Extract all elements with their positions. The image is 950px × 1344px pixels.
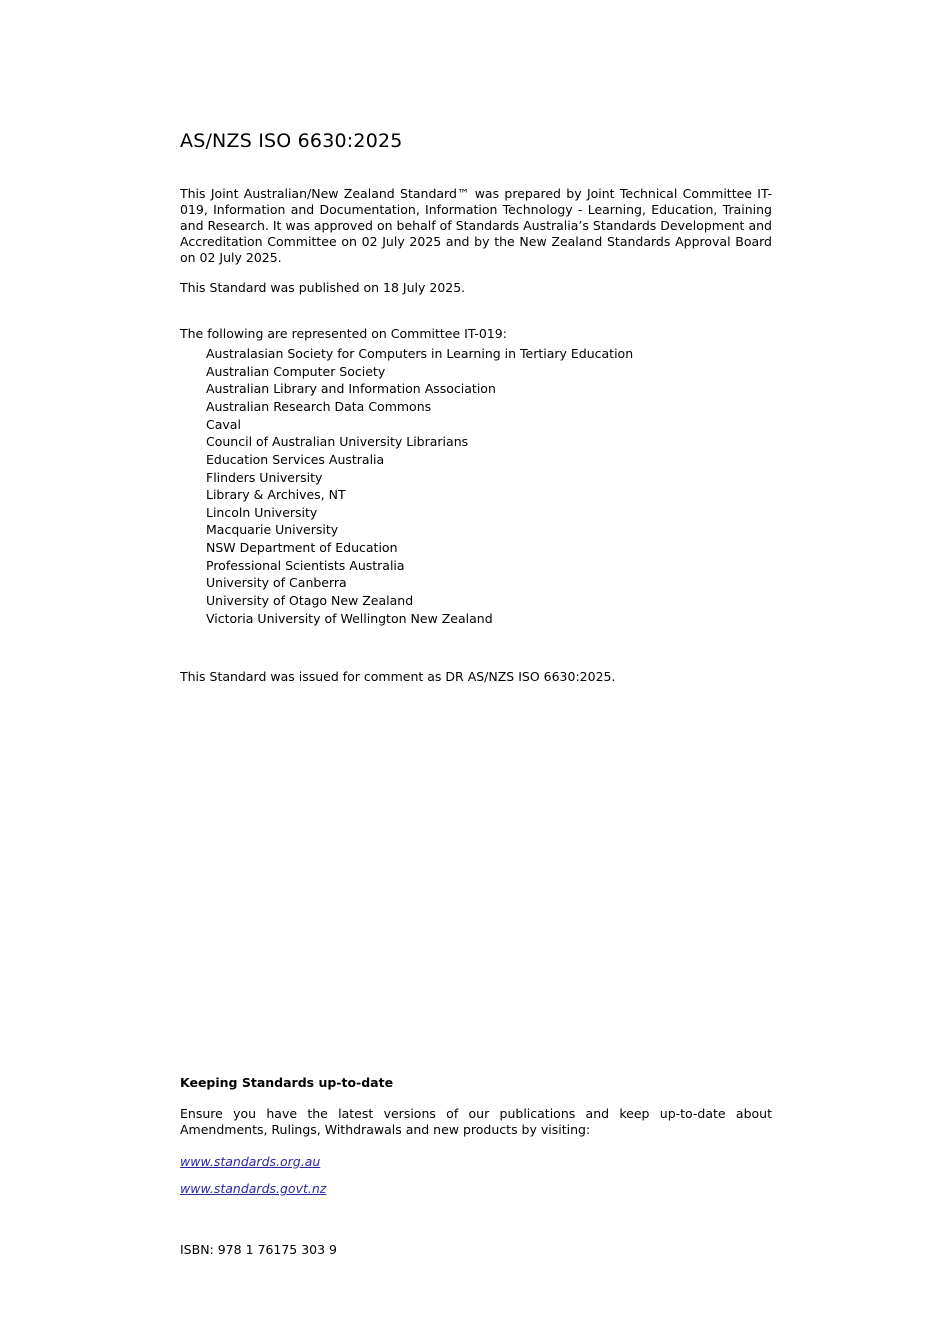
standards-govt-nz-link[interactable]: www.standards.govt.nz: [180, 1181, 327, 1197]
committee-member: Australian Library and Information Association: [206, 381, 496, 397]
standards-nz-link-line: [180, 1181, 772, 1196]
keeping-standards-heading: Keeping Standards up-to-date: [180, 1075, 394, 1090]
committee-member: Education Services Australia: [206, 451, 385, 467]
committee-member: Australian Research Data Commons: [206, 399, 432, 414]
draft-comment-line: This Standard was issued for comment as DR AS/NZS ISO 6630:2025.: [180, 669, 616, 685]
keeping-standards-paragraph: Ensure you have the latest versions of our publications and keep up-to-date about Amendments, Rulings, Withdrawals and new products by visiting:: [180, 1105, 772, 1137]
isbn-line: ISBN: 978 1 76175 303 9: [180, 1242, 338, 1258]
committee-member: NSW Department of Education: [206, 540, 398, 555]
published-date-line: This Standard was published on 18 July 2025.: [180, 280, 466, 296]
committee-member: Victoria University of Wellington New Zealand: [206, 610, 493, 626]
standard-title: AS/NZS ISO 6630:2025: [180, 130, 403, 152]
page-content: [180, 130, 772, 1258]
committee-member: University of Otago New Zealand: [206, 592, 414, 608]
committee-member: Council of Australian University Librarians: [206, 434, 469, 450]
preparation-paragraph: This Joint Australian/New Zealand Standard™ was prepared by Joint Technical Committee IT-019, Information and Documentation, Information Technology - Learning, Education, Training and Research. It was approved on behalf of Standards Australia’s Standards Development and Accreditation Committee on 02 July 2025 and by the New Zealand Standards Approval Board on 02 July 2025.: [180, 186, 772, 265]
committee-member: Macquarie University: [206, 522, 339, 538]
committee-member: Australian Computer Society: [206, 363, 386, 379]
committee-member: Lincoln University: [206, 504, 318, 520]
committee-member: Flinders University: [206, 469, 323, 485]
standards-org-au-link[interactable]: www.standards.org.au: [180, 1153, 321, 1169]
committee-member: Caval: [206, 416, 241, 432]
committee-member-list: [180, 345, 772, 627]
committee-intro: The following are represented on Committee IT-019:: [180, 326, 507, 342]
committee-member: Australasian Society for Computers in Learning in Tertiary Education: [206, 346, 634, 362]
standards-au-link-line: [180, 1154, 772, 1169]
committee-member: Professional Scientists Australia: [206, 557, 405, 573]
committee-member: University of Canberra: [206, 575, 347, 591]
committee-member: Library & Archives, NT: [206, 487, 346, 503]
